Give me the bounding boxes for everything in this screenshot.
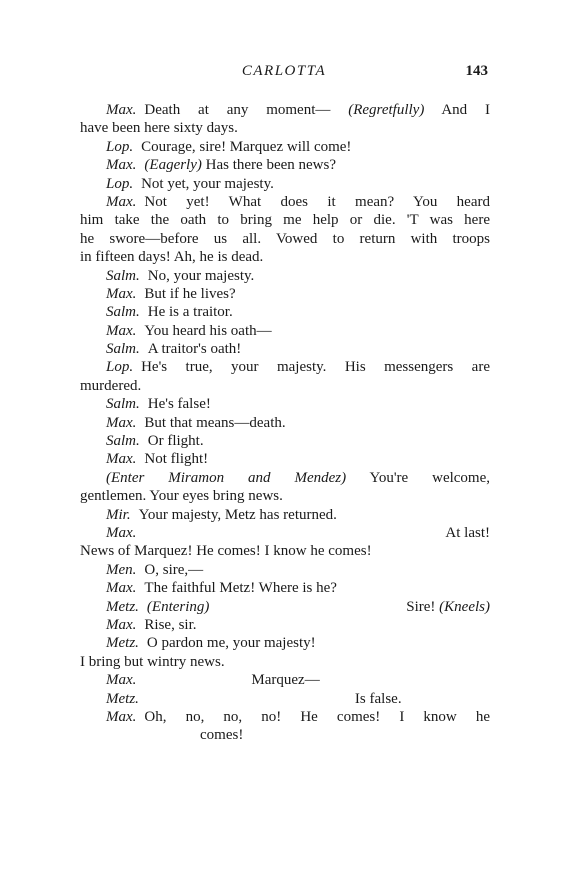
text-line: Max. The faithful Metz! Where is he? (106, 580, 337, 597)
text-line: News of Marquez! He comes! I know he comes! (80, 543, 372, 560)
page-number: 143 (465, 63, 488, 79)
text-line: Metz. (Entering) Sire! (Kneels) (106, 598, 490, 615)
text-line: Max. Marquez— (106, 672, 320, 689)
text-line: Lop. Not yet, your majesty. (106, 175, 274, 192)
text-line: Lop. Courage, sire! Marquez will come! (106, 138, 352, 155)
text-line: Mir. Your majesty, Metz has returned. (106, 506, 337, 523)
text-line: Salm. Or flight. (106, 433, 204, 450)
play-text (80, 101, 490, 745)
text-line: Metz. Is false. (106, 690, 402, 707)
text-line: Salm. He is a traitor. (106, 304, 233, 321)
text-line: Lop. He's true, your majesty. His messengers are (106, 359, 490, 376)
text-line: him take the oath to bring me help or die. 'T was here (80, 212, 490, 229)
text-line: have been here sixty days. (80, 120, 238, 137)
running-title: CARLOTTA (241, 63, 327, 79)
text-line: Metz. O pardon me, your majesty! (106, 635, 316, 652)
text-line: Max. At last! (106, 524, 490, 541)
text-line: Max. Not flight! (106, 451, 209, 468)
text-line: murdered. (80, 377, 142, 394)
page-header (0, 63, 568, 85)
text-line: Max. (Eagerly) Has there been news? (106, 157, 336, 174)
text-line: he swore—before us all. Vowed to return with troops (80, 230, 490, 247)
text-line: Max. But if he lives? (106, 285, 236, 302)
text-line: in fifteen days! Ah, he is dead. (80, 249, 264, 266)
text-line: Max. Not yet! What does it mean? You heard (106, 193, 490, 210)
text-line: Salm. No, your majesty. (106, 267, 255, 284)
text-line: Salm. A traitor's oath! (106, 341, 242, 358)
text-line: I bring but wintry news. (80, 653, 225, 670)
text-line: Salm. He's false! (106, 396, 211, 413)
text-line: comes! (200, 727, 244, 744)
text-line: Max. Oh, no, no, no! He comes! I know he (106, 708, 490, 725)
text-line: gentlemen. Your eyes bring news. (80, 488, 283, 505)
text-line: Men. O, sire,— (106, 561, 204, 578)
text-line: (Enter Miramon and Mendez) You're welcome, (106, 469, 491, 486)
text-line: Max. But that means—death. (106, 414, 286, 431)
text-line: Max. You heard his oath— (106, 322, 272, 339)
text-line: Max. Death at any moment— (Regretfully) And I (106, 102, 490, 118)
text-line: Max. Rise, sir. (106, 616, 197, 633)
